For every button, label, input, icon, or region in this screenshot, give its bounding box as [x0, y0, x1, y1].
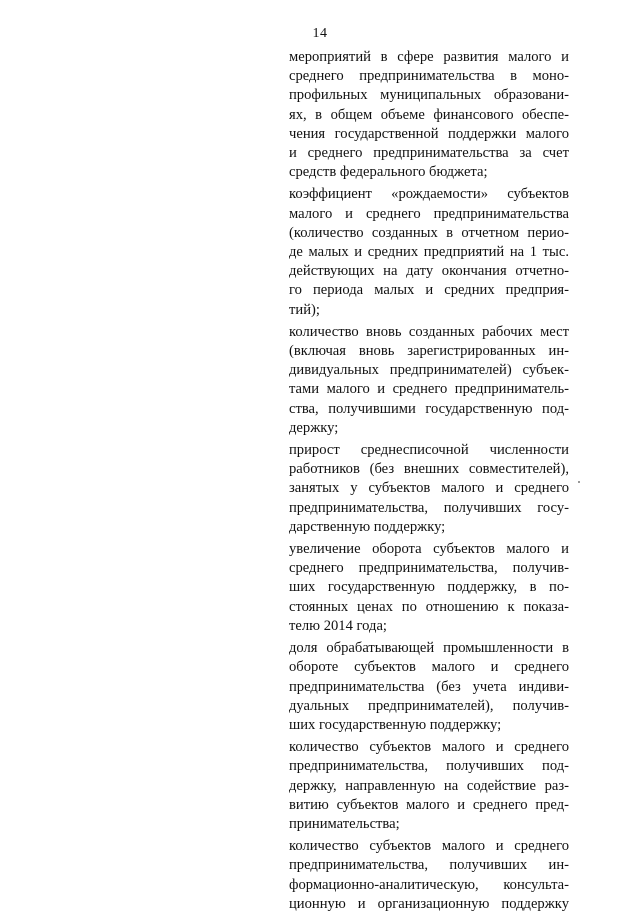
text-line: витию субъектов малого и среднего пред- — [289, 796, 569, 813]
page-number: 14 — [312, 26, 328, 41]
text-line: тий); — [289, 301, 320, 318]
paragraph — [289, 639, 569, 735]
text-line: ших государственную поддержку; — [289, 716, 502, 733]
text-line: принимательства; — [289, 815, 400, 832]
document-text-column — [289, 48, 569, 917]
paragraph — [289, 540, 569, 636]
text-line: количество субъектов малого и среднего — [289, 838, 569, 855]
text-line: доля обрабатывающей промышленности в — [289, 640, 569, 657]
text-line: предпринимательства, получивших ин- — [289, 857, 569, 874]
paragraph — [289, 48, 569, 182]
text-line: среднего предпринимательства, получив- — [289, 560, 569, 577]
text-line: тами малого и среднего предприниматель- — [289, 381, 569, 398]
text-line: количество вновь созданных рабочих мест — [289, 323, 569, 340]
text-line: держку, направленную на содействие раз- — [289, 777, 569, 794]
text-line: ях, в общем объеме финансового обеспе- — [289, 106, 569, 123]
text-line: действующих на дату окончания отчетно- — [289, 263, 569, 280]
text-line: средств федерального бюджета; — [289, 164, 488, 181]
paragraph — [289, 441, 569, 537]
text-line: дивидуальных предпринимателей) субъек- — [289, 362, 569, 379]
text-line: ших государственную поддержку, в по- — [289, 579, 569, 596]
text-line: увеличение оборота субъектов малого и — [289, 541, 569, 558]
text-line: профильных муниципальных образовани- — [289, 87, 569, 104]
text-line: го периода малых и средних предприя- — [289, 282, 569, 299]
text-line: обороте субъектов малого и среднего — [289, 659, 569, 676]
text-line: предпринимательства, получивших госу- — [289, 499, 569, 516]
text-line: мероприятий в сфере развития малого и — [289, 49, 569, 65]
text-line: занятых у субъектов малого и среднего — [289, 480, 569, 497]
paragraph — [289, 323, 569, 438]
scan-artifact-dot — [578, 481, 580, 483]
text-line: работников (без внешних совместителей), — [289, 461, 569, 478]
text-line: де малых и средних предприятий на 1 тыс. — [289, 244, 569, 261]
text-line: коэффициент «рождаемости» субъектов — [289, 186, 569, 203]
text-line: прирост среднесписочной численности — [289, 442, 569, 459]
text-line: дарственную поддержку; — [289, 518, 446, 535]
text-line: ционную и организационную поддержку — [289, 895, 569, 912]
text-line: формационно-аналитическую, консульта- — [289, 876, 569, 893]
text-line: среднего предпринимательства в моно- — [289, 68, 569, 85]
text-line: малого и среднего предпринимательства — [289, 205, 569, 222]
text-line: чения государственной поддержки малого — [289, 125, 569, 142]
text-line: предпринимательства, получивших под- — [289, 758, 569, 775]
text-line: (количество созданных в отчетном перио- — [289, 224, 569, 241]
text-line: (включая вновь зарегистрированных ин- — [289, 343, 569, 360]
text-line: стоянных ценах по отношению к показа- — [289, 598, 569, 615]
text-line: предпринимательства (без учета индиви- — [289, 678, 569, 695]
text-line: держку; — [289, 419, 339, 436]
text-line: количество субъектов малого и среднего — [289, 739, 569, 756]
text-line: телю 2014 года; — [289, 617, 387, 634]
paragraph — [289, 738, 569, 834]
paragraph — [289, 185, 569, 319]
text-line: и среднего предпринимательства за счет — [289, 145, 569, 162]
paragraph — [289, 837, 569, 914]
text-line: ства, получившими государственную под- — [289, 400, 569, 417]
text-line: дуальных предпринимателей), получив- — [289, 697, 569, 714]
